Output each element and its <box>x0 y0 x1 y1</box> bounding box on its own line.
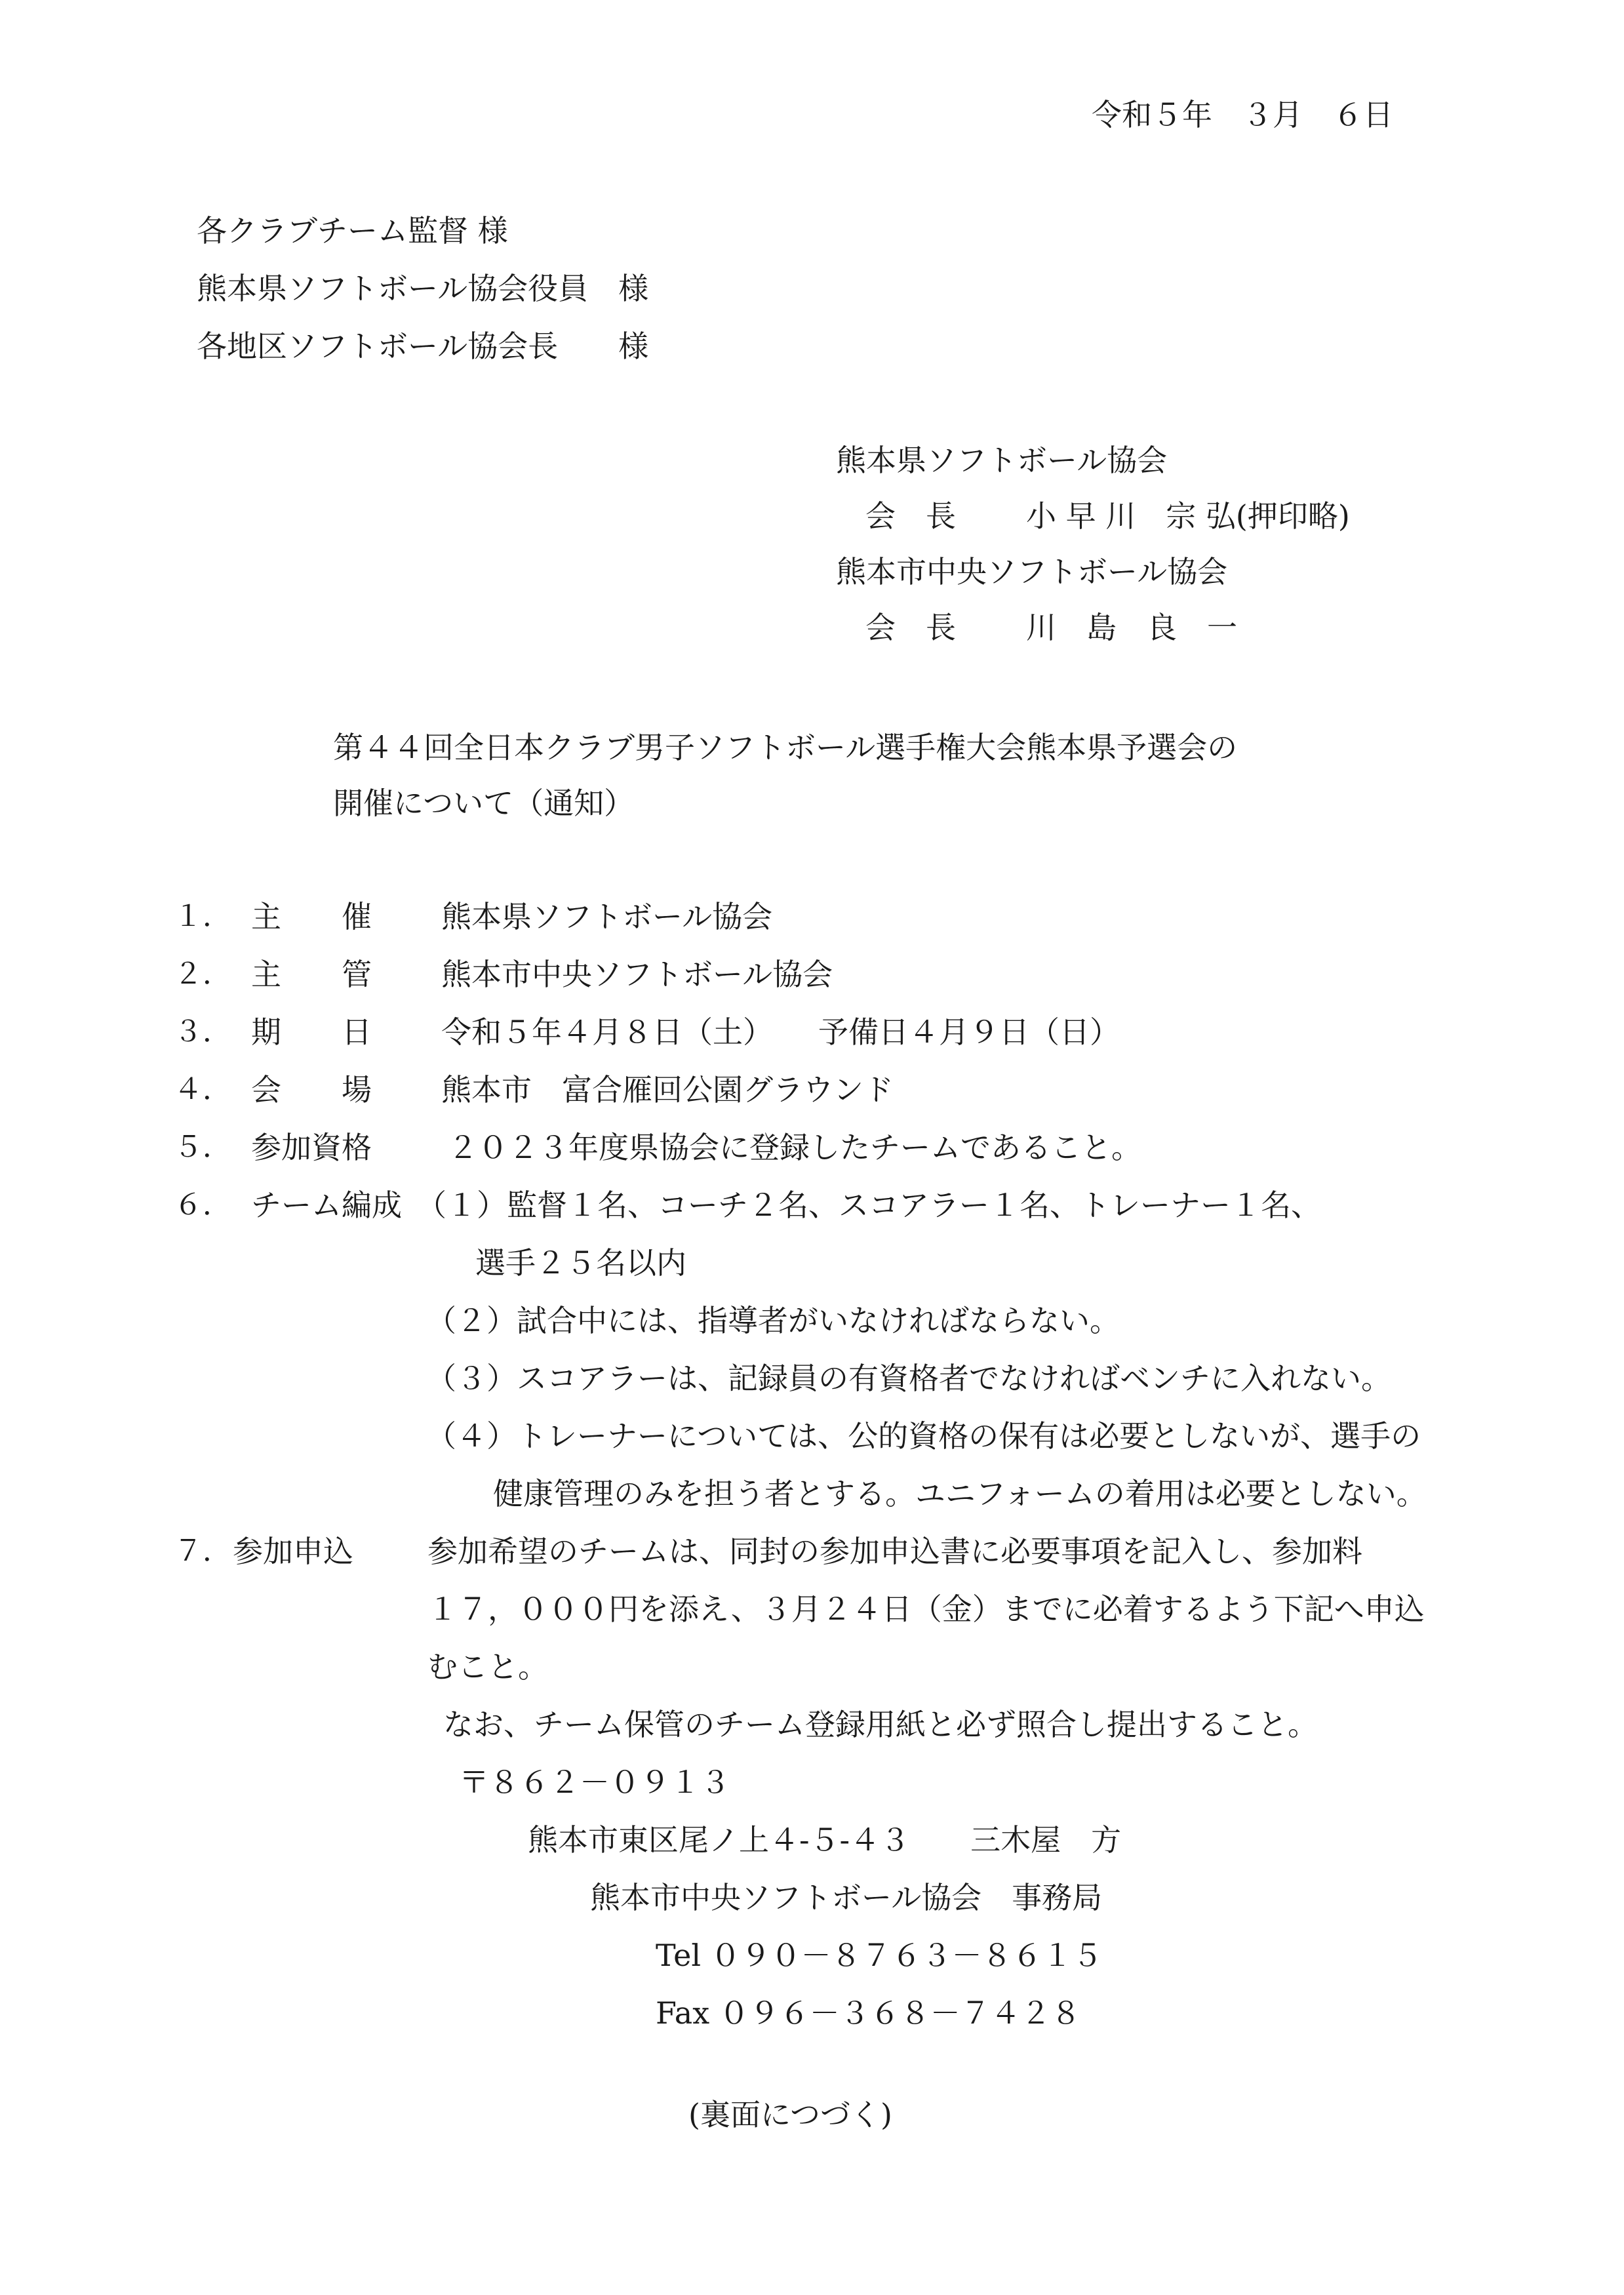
recipient-line: 各クラブチーム監督 様 <box>197 213 508 249</box>
recipient-line: 各地区ソフトボール協会長 様 <box>197 329 649 364</box>
item-number: ４． <box>174 1073 231 1106</box>
item-label: 主 催 <box>251 899 372 934</box>
item-label: 期 日 <box>251 1014 372 1050</box>
item-number: １． <box>174 900 231 933</box>
item-text: 熊本県ソフトボール協会 <box>441 899 773 934</box>
item-number: ６． <box>174 1188 231 1222</box>
sender-title: 会 長 <box>865 498 956 534</box>
recipient-line: 熊本県ソフトボール協会役員 様 <box>197 271 649 306</box>
document-date: 令和５年 ３月 ６日 <box>1092 97 1393 132</box>
sender-org: 熊本県ソフトボール協会 <box>836 443 1168 478</box>
item-text: 令和５年４月８日（土） 予備日４月９日（日） <box>441 1014 1120 1050</box>
item-text: 熊本市 富合雁回公園グラウンド <box>441 1072 894 1108</box>
subject-line: 第４４回全日本クラブ男子ソフトボール選手権大会熊本県予選会の <box>333 730 1238 765</box>
sender-title: 会 長 <box>865 610 956 645</box>
item6-line: 選手２５名以内 <box>475 1245 686 1281</box>
item-text: 熊本市中央ソフトボール協会 <box>441 957 833 992</box>
fax-number: Fax ０９６－３６８－７４２８ <box>656 1995 1081 2031</box>
item-label: 参加申込 <box>233 1534 353 1569</box>
sender-org: 熊本市中央ソフトボール協会 <box>836 554 1228 589</box>
item-label: 参加資格 <box>251 1130 372 1165</box>
item6-line: （２）試合中には、指導者がいなければならない。 <box>426 1303 1120 1338</box>
item-number: ７． <box>174 1534 231 1568</box>
item-number: ５． <box>174 1130 231 1164</box>
postal-code: 〒８６２－０９１３ <box>459 1765 730 1800</box>
subject-line: 開催について（通知） <box>333 786 635 821</box>
continued-note: (裏面につづく) <box>688 2097 892 2132</box>
item7-line: 参加希望のチームは、同封の参加申込書に必要事項を記入し、参加料 <box>427 1534 1362 1569</box>
tel-number: Tel ０９０－８７６３－８６１５ <box>656 1938 1103 1973</box>
item-label: チーム編成 <box>251 1187 402 1223</box>
item-text: （１）監督１名、コーチ２名、スコアラー１名、トレーナー１名、 <box>416 1187 1321 1223</box>
item6-line: （４）トレーナーについては、公的資格の保有は必要としないが、選手の <box>426 1418 1421 1454</box>
sender-name: 川 島 良 一 <box>1026 610 1237 645</box>
item7-line: １７，０００円を添え、３月２４日（金）までに必着するよう下記へ申込 <box>427 1591 1425 1627</box>
item-text: ２０２３年度県協会に登録したチームであること。 <box>448 1130 1141 1165</box>
sender-name: 小 早 川 宗 弘(押印略) <box>1026 498 1350 534</box>
office-name: 熊本市中央ソフトボール協会 事務局 <box>590 1880 1103 1915</box>
item6-line: （３）スコアラーは、記録員の有資格者でなければベンチに入れない。 <box>426 1361 1391 1396</box>
item-label: 主 管 <box>251 957 372 992</box>
street-address: 熊本市東区尾ノ上４-５-４３ 三木屋 方 <box>528 1822 1122 1858</box>
item-number: ３． <box>174 1015 231 1048</box>
item6-line: 健康管理のみを担う者とする。ユニフォームの着用は必要としない。 <box>493 1476 1427 1511</box>
item7-line: なお、チーム保管のチーム登録用紙と必ず照合し提出すること。 <box>443 1707 1318 1742</box>
item-number: ２． <box>174 957 231 991</box>
item7-line: むこと。 <box>427 1649 548 1685</box>
item-label: 会 場 <box>251 1072 372 1108</box>
